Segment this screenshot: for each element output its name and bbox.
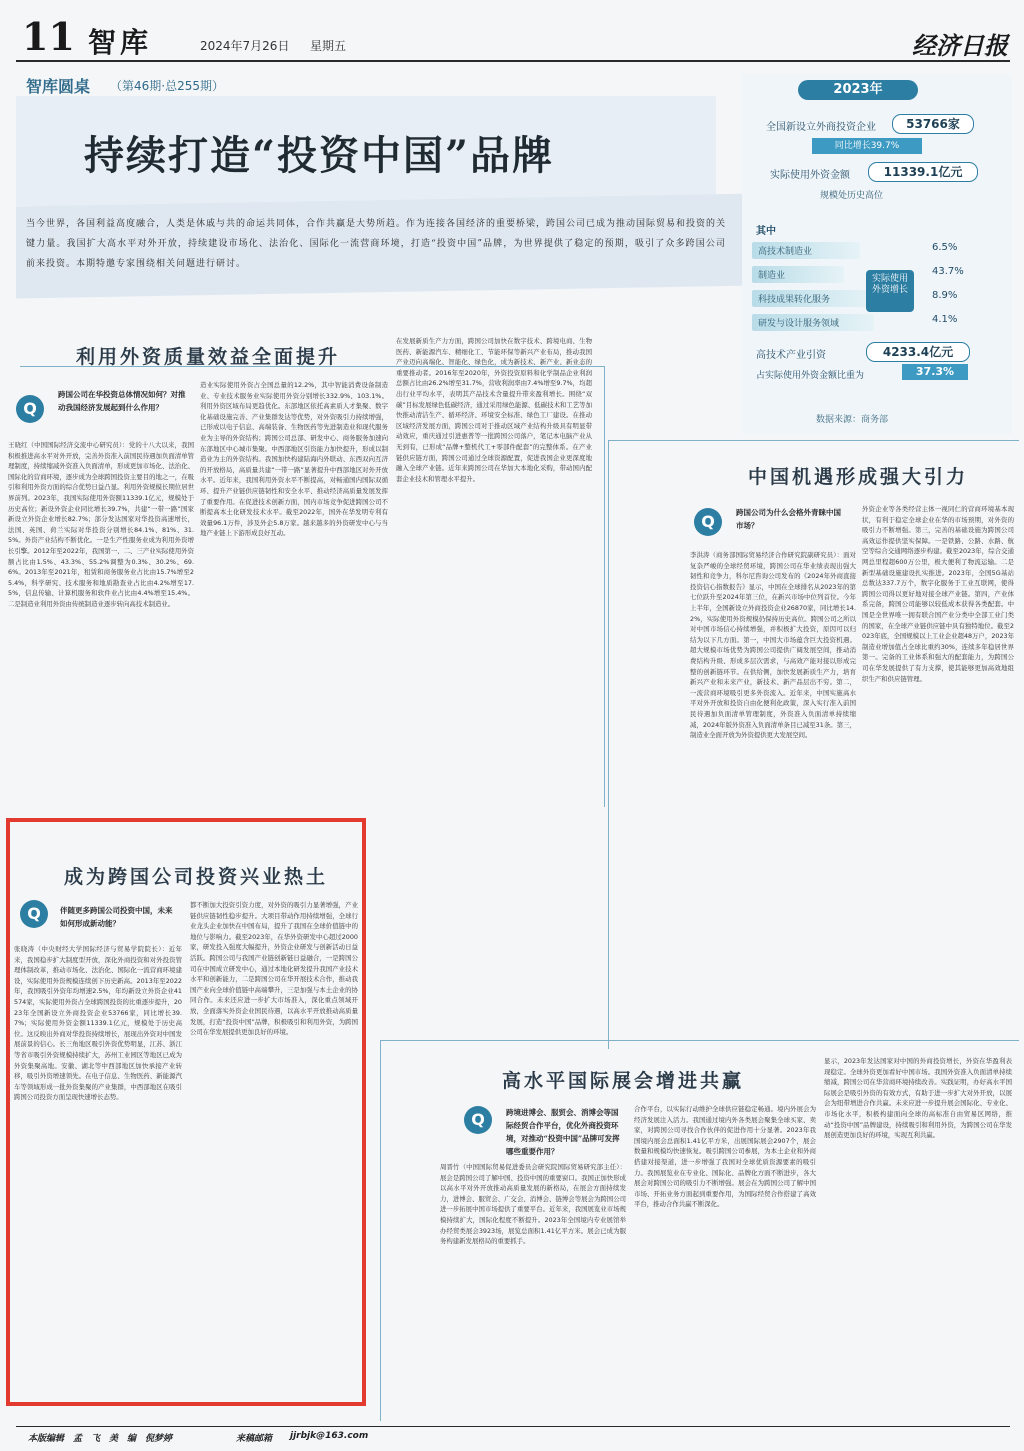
section2-question: 跨国公司为什么会格外青睐中国市场？ [736, 508, 841, 530]
issue-weekday: 星期五 [310, 39, 347, 53]
section1-q-icon: Q [16, 395, 44, 423]
issue-date: 2024年7月26日 [200, 39, 290, 53]
section1-title: 利用外资质量效益全面提升 [76, 346, 341, 368]
sector-value-3: 8.9% [932, 290, 958, 301]
of-which-label: 其中 [756, 226, 776, 237]
section3-title: 成为跨国公司投资兴业热土 [64, 866, 329, 888]
actual-use-label: 实际使用外资金额 [770, 170, 850, 181]
section2-column-1: 李洪涛（商务部国际贸易经济合作研究院副研究员）：面对复杂严峻的全球经贸环境，跨国公司在华业绩表现出强大韧性和竞争力，科尔尼咨询公司发布的《2024年外商直接投资信心指数报告》显示，中国在全球排名从2023年的第七位跃升至2024年第三位，在新兴市场中位列首位。今年上半年，全国新设立外商投资企业26870家，同比增长14.2%，实际使用外资规模仍保持历史高位。跨国公司之所以对中国市场信心持续增强，并积极扩大投资，原因可以归结为以下几方面。第一，中国大市场蕴含巨大投资机遇。超大规模市场优势为跨国公司提供广阔发展空间，推动消费结构升级、形成多层次需求，与高效产能对接以形成完整的创新链环节。在供给侧，加快发展新质生产力，培育新兴产业和未来产业，新技术、新产品层出不穷。第二，一流营商环境吸引更多外资流入。近年来，中国实施高水平对外开放和投资自由化便利化政策，深入实行准入前国民待遇加负面清单管理制度，外资准入负面清单持续缩减，2024年版外资准入负面清单条目已减至31条。第三，制造业全面开放为外资提供更大发展空间。 [690, 551, 856, 740]
footer-email-label: 来稿邮箱 [236, 1434, 273, 1444]
section4-question: 跨境进博会、服贸会、消博会等国际经贸合作平台，优化外商投资环境，对推动“投资中国”品牌可发挥哪些重要作用？ [506, 1108, 620, 1156]
actual-use-value: 11339.1亿元 [868, 162, 978, 182]
sector-value-1: 6.5% [932, 242, 958, 253]
section4-title: 高水平国际展会增进共赢 [502, 1070, 745, 1092]
scale-note: 规模处历史高位 [820, 191, 884, 201]
stats-infographic [742, 74, 1012, 434]
new-firms-value: 53766家 [892, 114, 974, 134]
footer-editors: 本版编辑 孟 飞 美 编 倪梦婷 [28, 1434, 173, 1444]
section3-column-1: 张晓涛（中央财经大学国际经济与贸易学院院长）：近年来，我国稳步扩大制度型开放，深化外商投资和对外投资管理体制改革，推动市场化、法治化、国际化一流营商环境建设，实际使用外资规模连续创下历史新高。2013年至2022年，我国吸引外资年均增速2.5%，年均新设立外资企业41574家，实际使用外资占全球跨国投资的比重逐步提升，2023年全国新设立外商投资企业53766家，同比增长39.7%；实际使用外资金额11339.1亿元，规模处于历史高位。这反映出外商对华投资持续增长，展现出外资对中国发展前景的信心。长三角地区吸引外资优势明显，江苏、浙江等省市吸引外资规模持续扩大，苏州工业园区等地区已成为外资集聚高地。安徽、湖北等中西部地区加快承接产业转移，吸引外资增速领先。在电子信息、生物医药、新能源汽车等领域形成一批外资集聚的产业集群，中西部地区在吸引跨国公司投资方面呈现快速增长态势。 [14, 945, 182, 1102]
sector-value-4: 4.1% [932, 314, 958, 325]
hitech-value: 4233.4亿元 [866, 342, 970, 362]
section4-column-2: 合作平台，以实际行动维护全球供应链稳定畅通。境内外展会为经济发展注入活力。我国通过境内外各类展会聚集全球买家、卖家，对跨国公司寻找合作伙伴的促进作用十分显著。2023年我国境内展会总面积1.41亿平方米，出展国际展会2907个，展会数量和规模均快速恢复。吸引跨国公司参展，为本土企业和外商搭建对接渠道，进一步增强了我国对全球优质资源要素的吸引力。我国展览业在专业化、国际化、品牌化方面不断进步，各大展会对跨国公司的吸引力不断增强。展会在为跨国公司了解中国市场、开拓业务方面起到重要作用，为国际经贸合作搭建了高效平台，推动合作共赢不断深化。 [634, 1105, 816, 1209]
section2-column-2: 外资企业等各类经营主体一视同仁的营商环境基本现状，有利于稳定全球企业在华的市场预期，对外资的吸引力不断增强。第三，完善的基础设施为跨国公司高效运作提供坚实保障。一是铁路、公路、水路、航空等综合交通网络逐步构建。截至2023年，综合交通网总里程超600万公里，极大便利了物流运输。二是新型基础设施建设扎实推进。2023年，全国5G基站总数达337.7万个，数字化服务于工业互联网，使得跨国公司得以更好地对接全球产业链。第四，产业体系完备，跨国公司能够以较低成本获得各类配套。中国是全世界唯一拥有联合国产业分类中全部工业门类的国家，在全球产业链供应链中具有独特地位。截至2023年底，全国规模以上工业企业超48万户，2023年制造业增加值占全球比重约30%，连续多年稳居世界第一。完备的工业体系和强大的配套能力，为跨国公司在华发展提供了有力支撑，使其能够更加高效地组织生产和供应链管理。 [862, 505, 1014, 683]
section4-column-1: 周晋竹（中国国际贸易促进委员会研究院国际贸易研究部主任）：展会是跨国公司了解中国、投资中国的重要窗口。我国正加快形成以高水平对外开放推动高质量发展的新格局，在展会方面持续发力，进博会、服贸会、广交会、消博会、链博会等展会为跨国公司进一步拓展中国市场提供了重要平台。近年来，我国展览业市场规模持续扩大，国际化程度不断提升。2023年全国境内专业展馆举办经贸类展会3923场，展览总面积1.41亿平方米。展会已成为服务构建新发展格局的重要抓手。 [440, 1163, 626, 1246]
section1-column-3: 在发展新质生产力方面，跨国公司加快在数字技术、跨境电商、生物医药、新能源汽车、精细化工、节能环保等新兴产业布局，推动我国产业迈向高端化、智能化、绿色化，成为新技术、新产业、新业态的重要推动者。2016年至2020年，外资投资原料和化学制品企业利润总额占比由26.2%增至31.7%，营收利润率由7.4%增至9.7%，均超出行业平均水平，表明其产品技术含量提升带来盈利增长。围绕“双碳”目标发展绿色低碳经济，通过采用绿色能源、低碳技术和工艺等加快推动清洁生产、循环经济、环境安全标准、绿色工厂建设。在推动区域经济发展方面，跨国公司对于推动区域产业结构升级具有明显带动效应，重庆通过引进惠普等一批跨国公司落户，笔记本电脑产业从无到有，已形成“品牌+整机代工+零部件配套”的完整体系。在产业链供应链方面，跨国公司通过全球资源配置，促进我国企业更深度地融入全球产业链。近年来跨国公司在华加大本地化采购，带动国内配套企业技术和管理水平提升。 [396, 337, 592, 483]
data-source: 数据来源：商务部 [816, 415, 889, 425]
section2-title: 中国机遇形成强大引力 [748, 466, 969, 488]
sector-value-2: 43.7% [932, 266, 964, 277]
main-headline: 持续打造“投资中国”品牌 [84, 132, 555, 179]
section4-q-icon: Q [464, 1106, 492, 1134]
sector-label-3: 科技成果转化服务 [752, 290, 874, 307]
section1-column-1: 王晓红（中国国际经济交流中心研究员）：党的十八大以来，我国积极推进高水平对外开放，完善外资准入前国民待遇加负面清单管理制度，持续缩减外资准入负面清单，形成更加市场化、法治化、国际化的营商环境，逐步成为全球跨国投资主要目的地之一，在吸引和利用外资方面的综合优势日益凸显。利用外资规模长期位居世界前列。2023年，我国实际使用外资额11339.1亿元，规模处于历史高位；新设外资企业同比增长39.7%，共建“一带一路”国家新设立外资企业增长82.7%；部分发达国家对华投资高速增长，法国、英国、荷兰实际对华投资分别增长84.1%、81%、31.5%。外资产业结构不断优化。一是生产性服务业成为利用外资增长引擎。2012年至2022年，我国第一、二、三产业实际使用外资额占比由1.5%、43.3%、55.2%调整为0.3%、30.2%、69.6%。2013年至2021年，租赁和商务服务业占比由15.7%增至25.4%，科学研究、技术服务和地质勘查业占比由4.2%增至17.5%，信息传输、计算机服务和软件业占比由4.4%增至15.4%。二是制造业利用外资由传统制造业逐步转向高技术制造业。 [8, 441, 194, 608]
year-badge: 2023年 [798, 80, 918, 100]
sector-label-4: 研发与设计服务领域 [752, 314, 874, 331]
share-label: 占实际使用外资金额比重为 [756, 371, 865, 381]
new-firms-growth: 同比增长39.7% [812, 138, 922, 154]
footer-rule [16, 1426, 1010, 1427]
sector-label-2: 制造业 [752, 266, 844, 283]
newspaper-name: 经济日报 [912, 31, 1008, 60]
section2-q-icon: Q [694, 508, 722, 536]
section3-column-2: 都不断加大投资引资力度，对外资的吸引力显著增强，产业链供应链韧性稳步提升。大项目带动作用持续增强，全球行业龙头企业加快在中国布局，提升了我国在全球价值链中的地位与影响力。截至2023年，在华外资研发中心超过2000家，研发投入强度大幅提升，外资企业研发与创新活动日益活跃。跨国公司与我国产业链创新链日益融合，一是跨国公司在中国成立研发中心，通过本地化研发提升我国产业技术水平和创新能力，二是跨国公司在华开展技术合作，推动我国产业向全球价值链中高端攀升，三是加强与本土企业的协同合作。未来还应进一步扩大市场准入，深化重点领域开放，全面落实外资企业国民待遇，以高水平开放推动高质量发展，打造“投资中国”品牌，积极吸引和利用外资，为跨国公司在华发展提供更加良好的环境。 [190, 901, 358, 1037]
section4-column-3: 显示，2023年发达国家对中国的外商投资增长，外资在华盈利表现稳定。全球外资更加看好中国市场。我国外资准入负面清单持续缩减，跨国公司在华营商环境持续改善。实践证明，办好高水平国际展会是吸引外资的有效方式，有助于进一步扩大对外开放，以展会为纽带增进合作共赢。未来应进一步提升展会国际化、专业化、市场化水平，积极构建面向全球的高标准自由贸易区网络，推动“投资中国”品牌建设，持续吸引和利用外资，为跨国公司在华发展创造更加良好的环境，实现互利共赢。 [824, 1057, 1012, 1140]
sector-label-1: 高技术制造业 [752, 242, 860, 259]
masthead [0, 0, 1024, 66]
section1-question: 跨国公司在华投资总体情况如何？对推动我国经济发展起到什么作用？ [58, 390, 186, 412]
footer-email: jjrbjk@163.com [290, 1431, 369, 1441]
masthead-rule [16, 60, 1010, 62]
page-number: 11 [22, 14, 75, 59]
column-name: 智库圆桌 [26, 77, 91, 96]
column-issue: （第46期·总255期） [110, 79, 224, 93]
section-name: 智库 [88, 26, 153, 59]
growth-bubble: 实际使用外资增长 [866, 270, 914, 312]
new-firms-label: 全国新设立外商投资企业 [766, 122, 876, 133]
lead-paragraph: 当今世界，各国利益高度融合，人类是休戚与共的命运共同体，合作共赢是大势所趋。作为连接各国经济的重要桥梁，跨国公司已成为推动国际贸易和投资的关键力量。我国扩大高水平对外开放，持续建设市场化、法治化、国际化一流营商环境，打造“投资中国”品牌，为世界提供了稳定的预期，吸引了众多跨国公司前来投资。本期特邀专家围绕相关问题进行研讨。 [26, 219, 727, 269]
section3-q-icon: Q [20, 900, 48, 928]
section1-column-2: 造业实际使用外资占全国总量的12.2%，其中智能消费设备制造业、专业技术服务业实际使用外资分别增长332.9%、103.1%。利用外资区域布局更趋优化。东部地区依托高素质人才集聚、数字化基础设施完善、产业集群发达等优势，对外资吸引力持续增强，已形成以电子信息、高端装备、生物医药等先进制造业和现代服务业为主导的外资结构；跨国公司总部、研发中心、商务服务加速向东部地区中心城市集聚。中西部地区引资能力加快提升，形成以制造业为主的外资结构。我国加快构建陆海内外联动、东西双向互济的开放格局，高质量共建“一带一路”显著提升中西部地区对外开放水平。近年来，我国利用外资水平不断提高，对畅通国内国际双循环、提升产业链供应链韧性和安全水平、推动经济高质量发展发挥了重要作用。在促进技术创新方面，国内市场竞争促进跨国公司不断提高本土化研发技术水平。截至2022年，国外在华发明专利有效量96.1万件，涉及外企5.8万家。越来越多的外资研发中心与当地产业链上下游形成良好互动。 [200, 381, 388, 538]
section3-question: 伴随更多跨国公司投资中国，未来如何形成新动能？ [60, 906, 173, 928]
hitech-label: 高技术产业引资 [756, 350, 826, 361]
share-value: 37.3% [902, 364, 968, 380]
